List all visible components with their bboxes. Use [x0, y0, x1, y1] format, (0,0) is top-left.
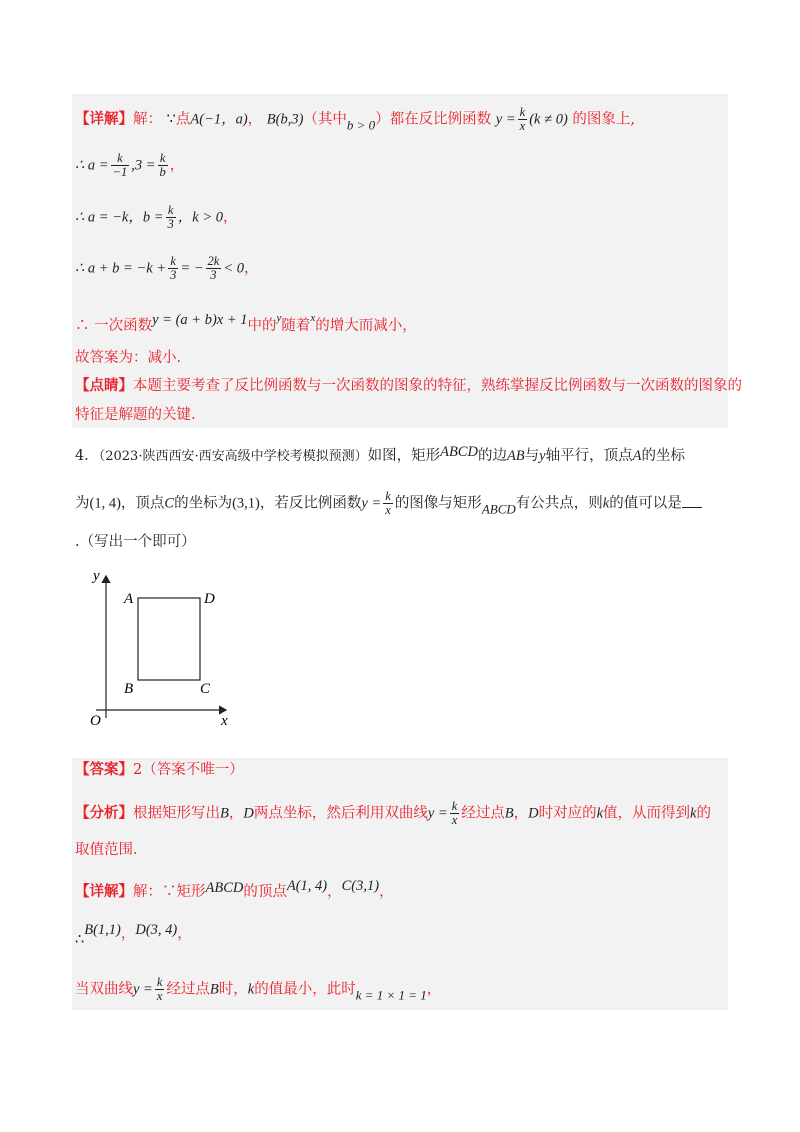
label-x: x	[221, 713, 228, 729]
var-y: y	[276, 312, 282, 324]
axis-y-var: y	[539, 448, 546, 464]
line5-mid1: 中的	[247, 318, 277, 334]
comment-tag: 【点睛】	[75, 377, 133, 394]
detail-line-3	[75, 204, 238, 231]
frac-num: k	[166, 204, 176, 218]
line5-mid2: 随着	[281, 318, 311, 334]
frac-den: 3	[167, 217, 174, 231]
edge-ab: AB	[506, 448, 525, 464]
frac-den: x	[385, 503, 391, 517]
func-fraction	[155, 976, 165, 1003]
analysis-text: ，	[513, 805, 529, 822]
analysis-text: ，	[228, 805, 244, 822]
func-condition: (k ≠ 0)	[529, 111, 568, 128]
analysis-text: 时对应的	[538, 805, 597, 822]
answer-blank	[682, 495, 702, 508]
frac-num: k	[156, 975, 163, 989]
detail-text: 时，	[218, 981, 248, 998]
frac-den: −1	[112, 165, 128, 179]
detail-line-q4-2	[75, 920, 192, 950]
coord-c: (3,1)	[232, 495, 260, 512]
detail-line-4	[75, 255, 259, 282]
fraction-k-over-3	[166, 204, 176, 231]
analysis-text: 值，从而得到	[603, 805, 691, 822]
coord-d: D(3, 4)	[135, 922, 178, 938]
question-number: 4．	[75, 448, 99, 464]
line3-end: ，	[223, 209, 238, 226]
var-k: k	[247, 981, 255, 998]
analysis-text: 两点坐标，然后利用双曲线	[253, 805, 428, 822]
question-line-2	[75, 490, 702, 520]
analysis-text: 的	[696, 805, 711, 822]
var-d: D	[528, 805, 539, 822]
var-b: B	[220, 805, 229, 822]
q-text: 的坐标为	[174, 495, 233, 512]
answer-line-q4	[75, 760, 244, 780]
paren-open: （其中	[303, 111, 347, 128]
rectangle-abcd	[138, 598, 200, 680]
comment-line-1	[75, 376, 742, 396]
coord-b: B(1,1)	[84, 922, 121, 938]
label-a: A	[124, 591, 134, 607]
mid-text: 都在反比例函数	[389, 111, 492, 128]
fraction-k-over-minus1	[111, 152, 130, 179]
line4-lead: ∴ a + b = −k +	[75, 260, 167, 277]
detail-text: ，	[379, 884, 394, 900]
frac-num: 2k	[207, 254, 220, 268]
frac-den: 3	[170, 268, 177, 282]
var-k: k	[690, 805, 697, 822]
func-fraction	[450, 800, 460, 827]
comment-line-2: 特征是解题的关键.	[75, 407, 196, 423]
line3-lead: ∴ a = −k，b =	[75, 209, 164, 226]
paren-close: ）	[375, 111, 390, 128]
detail-text: 经过点	[166, 981, 210, 998]
line2-lead: ∴ a =	[75, 157, 109, 174]
fraction-k-over-b	[158, 152, 168, 179]
point-b-expr: B(b,3)	[266, 111, 304, 128]
label-b: B	[124, 681, 134, 697]
comma: ，	[247, 111, 263, 128]
analysis-text: 经过点	[461, 805, 505, 822]
label-c: C	[200, 681, 211, 697]
func-lhs: y =	[427, 805, 448, 822]
analysis-line-2: 取值范围.	[75, 842, 138, 858]
question-line-1	[75, 442, 685, 467]
answer-text: 2（答案不唯一）	[133, 762, 244, 778]
min-k-expr: k = 1 × 1 = 1	[355, 987, 427, 1003]
q-text: 与	[524, 448, 540, 464]
coord-a: A(1, 4)	[286, 878, 328, 894]
vertex-a: A	[632, 448, 642, 464]
detail-text: ，	[426, 981, 442, 998]
func-fraction	[518, 106, 528, 133]
point-word: 点	[175, 111, 191, 128]
frac-den: x	[451, 813, 458, 827]
comment-text-1: 本题主要考查了反比例函数与一次函数的图象的特征，熟练掌握反比例函数与一次函数的图象的	[133, 378, 742, 394]
rect-name: ABCD	[481, 501, 516, 517]
rectangle-figure	[80, 562, 250, 732]
var-b: B	[209, 981, 219, 998]
question-line-3: .（写出一个即可）	[75, 534, 196, 550]
analysis-text: 根据矩形写出	[133, 805, 220, 822]
question-source: （2023·陕西西安·西安高级中学校考模拟预测）	[98, 449, 368, 464]
fraction-2k-over-3	[206, 255, 222, 282]
frac-num: k	[168, 255, 178, 269]
coord-a: (1, 4)	[89, 495, 121, 512]
var-x: x	[310, 312, 316, 324]
detail-text: 解：∵矩形	[133, 884, 206, 900]
q-text: 有公共点，则	[515, 495, 603, 512]
condition-expr: b > 0	[346, 117, 376, 133]
answer-line: 故答案为：减小.	[75, 350, 182, 366]
detail-line-q4-3	[75, 976, 441, 1006]
separator: ，	[177, 926, 192, 942]
therefore-symbol: ∴	[75, 932, 85, 948]
analysis-tag: 【分析】	[75, 804, 133, 822]
vertex-c: C	[164, 495, 175, 512]
line3-mid: ，k > 0	[177, 209, 223, 226]
frac-den: 3	[210, 268, 217, 282]
detail-tag: 【详解】	[75, 110, 133, 128]
frac-num: k	[385, 489, 391, 503]
line4-tail: < 0	[223, 260, 244, 277]
line2-mid: ,3 =	[131, 157, 156, 174]
rect-name: ABCD	[440, 444, 478, 460]
detail-line-5	[75, 308, 417, 336]
frac-den: x	[156, 989, 163, 1003]
var-k: k	[602, 495, 610, 512]
q-text: 为	[75, 495, 90, 512]
detail-line-2	[75, 152, 184, 179]
label-o: O	[90, 713, 101, 729]
line5-lead: ∴ 一次函数	[75, 318, 153, 334]
detail-prefix: 解：	[133, 111, 162, 128]
q-text: 的边	[477, 448, 507, 464]
frac-den: x	[519, 119, 526, 133]
linear-func-expr: y = (a + b)x + 1	[152, 312, 248, 328]
label-d: D	[204, 591, 215, 607]
detail-text: 的顶点	[243, 884, 287, 900]
q-text: ，若反比例函数	[259, 495, 362, 512]
q-text: 的值可以是	[609, 495, 682, 512]
q-text: ，顶点	[120, 495, 165, 512]
analysis-line-1	[75, 800, 711, 827]
detail-line-q4-1	[75, 876, 394, 902]
q-text: 如图，矩形	[367, 448, 441, 464]
coord-c: C(3,1)	[341, 878, 380, 894]
frac-num: k	[519, 105, 526, 119]
func-fraction	[383, 490, 393, 517]
detail-text: ，	[327, 884, 342, 900]
frac-num: k	[451, 799, 458, 813]
line4-end: ，	[244, 260, 259, 277]
detail-line-1	[75, 106, 635, 136]
var-k: k	[596, 805, 604, 822]
line5-end: 的增大而减小，	[315, 318, 417, 334]
func-lhs: y =	[361, 495, 382, 512]
frac-num: k	[158, 152, 168, 166]
label-y: y	[93, 568, 100, 584]
suffix-text: 的图象上,	[572, 111, 635, 128]
var-d: D	[243, 805, 254, 822]
because-symbol: ∵	[166, 111, 176, 128]
frac-den: b	[159, 165, 166, 179]
fraction-k-over-3	[168, 255, 178, 282]
q-text: 轴平行，顶点	[545, 448, 633, 464]
func-lhs: y =	[495, 111, 516, 128]
line2-end: ，	[169, 157, 185, 174]
rect-name: ABCD	[205, 880, 244, 896]
point-a-expr: A(−1，a)	[190, 111, 248, 128]
line4-mid: = −	[180, 260, 204, 277]
func-lhs: y =	[133, 981, 153, 998]
var-b: B	[504, 805, 514, 822]
q-text: 的坐标	[641, 448, 685, 464]
answer-tag: 【答案】	[75, 761, 133, 778]
detail-tag: 【详解】	[75, 883, 133, 900]
q-text: 的图像与矩形	[394, 495, 482, 512]
detail-text: 当双曲线	[75, 981, 133, 998]
separator: ，	[120, 926, 136, 942]
detail-text: 的值最小，此时	[254, 981, 356, 998]
frac-num: k	[111, 152, 130, 166]
